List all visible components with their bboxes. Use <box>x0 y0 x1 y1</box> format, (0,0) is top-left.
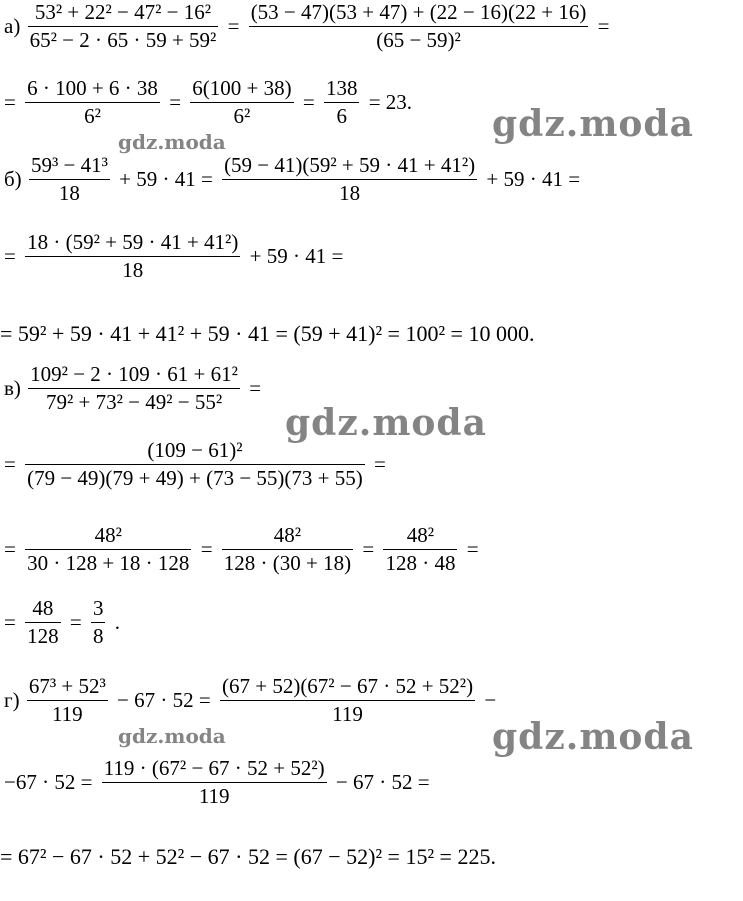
numerator: 6 · 100 + 6 · 38 <box>25 78 160 103</box>
equals-sign: = <box>4 537 16 561</box>
expression-part: + 59 · 41 = <box>119 167 213 191</box>
part-b-line-2 <box>0 232 347 281</box>
equals-sign: = <box>4 452 16 476</box>
part-b-label: б) <box>4 167 22 191</box>
part-g-line-3: = 67² − 67 · 52 + 52² − 67 · 52 = (67 − 52)² = 15² = 225. <box>0 844 496 869</box>
equals-sign: = <box>227 14 240 38</box>
equals-sign: = <box>466 537 479 561</box>
fraction <box>28 2 219 51</box>
fraction <box>27 676 108 725</box>
part-b-line-1 <box>4 155 584 204</box>
part-a-line-1 <box>4 2 613 51</box>
equals-sign: = <box>169 90 182 114</box>
fraction <box>25 232 240 281</box>
equals-sign: = <box>362 537 375 561</box>
watermark: gdz.moda <box>492 103 694 145</box>
equals-sign: = <box>4 90 16 114</box>
part-v-line-2 <box>0 440 390 489</box>
numerator: (67 + 52)(67² − 67 · 52 + 52²) <box>220 676 475 701</box>
fraction <box>324 78 360 127</box>
denominator: 6² <box>84 104 101 128</box>
denominator: 6 <box>336 104 347 128</box>
part-g-label: г) <box>4 688 20 712</box>
equals-sign: = <box>249 376 262 400</box>
denominator: 119 <box>51 702 83 726</box>
denominator: 128 <box>27 624 59 648</box>
part-a-line-2 <box>0 78 416 127</box>
denominator: 6² <box>233 104 251 128</box>
denominator: 18 <box>122 258 144 282</box>
expression-part: + 59 · 41 = <box>249 244 344 268</box>
expression-part: −67 · 52 = <box>4 770 93 794</box>
fraction <box>222 155 477 204</box>
fraction <box>25 440 365 489</box>
denominator: 128 · 48 <box>385 551 456 575</box>
denominator: 128 · (30 + 18) <box>223 551 352 575</box>
denominator: (65 − 59)² <box>376 28 461 52</box>
numerator: 48² <box>383 525 457 550</box>
numerator: 67³ + 52³ <box>27 676 108 701</box>
part-v-label: в) <box>4 376 21 400</box>
fraction <box>249 2 589 51</box>
denominator: 18 <box>58 181 80 205</box>
equals-sign: = <box>69 610 82 634</box>
numerator: 18 · (59² + 59 · 41 + 41²) <box>25 232 240 257</box>
numerator: 48 <box>25 598 61 623</box>
equals-sign: = <box>200 537 213 561</box>
watermark: gdz.moda <box>118 130 226 154</box>
part-g-line-2 <box>0 758 434 807</box>
expression-part: + 59 · 41 = <box>486 167 581 191</box>
fraction <box>25 78 160 127</box>
numerator: 48² <box>25 525 191 550</box>
numerator: 3 <box>91 598 106 623</box>
fraction <box>383 525 457 574</box>
expression-part: − <box>484 688 497 712</box>
denominator: 65² − 2 · 65 · 59 + 59² <box>29 28 217 52</box>
denominator: 119 <box>332 702 363 726</box>
numerator: 59³ − 41³ <box>29 155 110 180</box>
denominator: (79 − 49)(79 + 49) + (73 − 55)(73 + 55) <box>27 466 363 490</box>
numerator: 119 · (67² − 67 · 52 + 52²) <box>102 758 327 783</box>
result: = 23. <box>368 90 413 114</box>
equals-sign: = <box>4 244 16 268</box>
fraction <box>28 364 240 413</box>
numerator: 109² − 2 · 109 · 61 + 61² <box>28 364 240 389</box>
numerator: (59 − 41)(59² + 59 · 41 + 41²) <box>222 155 477 180</box>
watermark: gdz.moda <box>285 402 487 444</box>
fraction <box>25 525 191 574</box>
fraction <box>102 758 327 807</box>
denominator: 119 <box>198 784 230 808</box>
fraction <box>220 676 475 725</box>
numerator: 48² <box>222 525 353 550</box>
period: . <box>114 610 120 634</box>
watermark: gdz.moda <box>118 724 226 748</box>
fraction <box>25 598 61 647</box>
numerator: 53² + 22² − 47² − 16² <box>28 2 219 27</box>
denominator: 30 · 128 + 18 · 128 <box>27 551 190 575</box>
denominator: 18 <box>339 181 361 205</box>
equals-sign: = <box>597 14 610 38</box>
part-b-line-3: = 59² + 59 · 41 + 41² + 59 · 41 = (59 + 41)² = 100² = 10 000. <box>0 321 535 346</box>
fraction <box>190 78 293 127</box>
numerator: (53 − 47)(53 + 47) + (22 − 16)(22 + 16) <box>249 2 589 27</box>
denominator: 79² + 73² − 49² − 55² <box>45 390 223 414</box>
part-v-line-4 <box>0 598 124 647</box>
equals-sign: = <box>302 90 315 114</box>
part-v-line-1 <box>4 364 265 413</box>
fraction <box>222 525 353 574</box>
expression-part: − 67 · 52 = <box>117 688 211 712</box>
part-a-label: а) <box>4 14 21 38</box>
expression-part: − 67 · 52 = <box>335 770 430 794</box>
equals-sign: = <box>374 452 386 476</box>
part-v-line-3 <box>0 525 483 574</box>
numerator: 6(100 + 38) <box>190 78 293 103</box>
watermark: gdz.moda <box>492 716 694 758</box>
fraction <box>91 598 106 647</box>
part-g-line-1 <box>4 676 500 725</box>
equals-sign: = <box>4 610 16 634</box>
numerator: (109 − 61)² <box>25 440 365 465</box>
numerator: 138 <box>324 78 360 103</box>
fraction <box>29 155 110 204</box>
denominator: 8 <box>92 624 104 648</box>
